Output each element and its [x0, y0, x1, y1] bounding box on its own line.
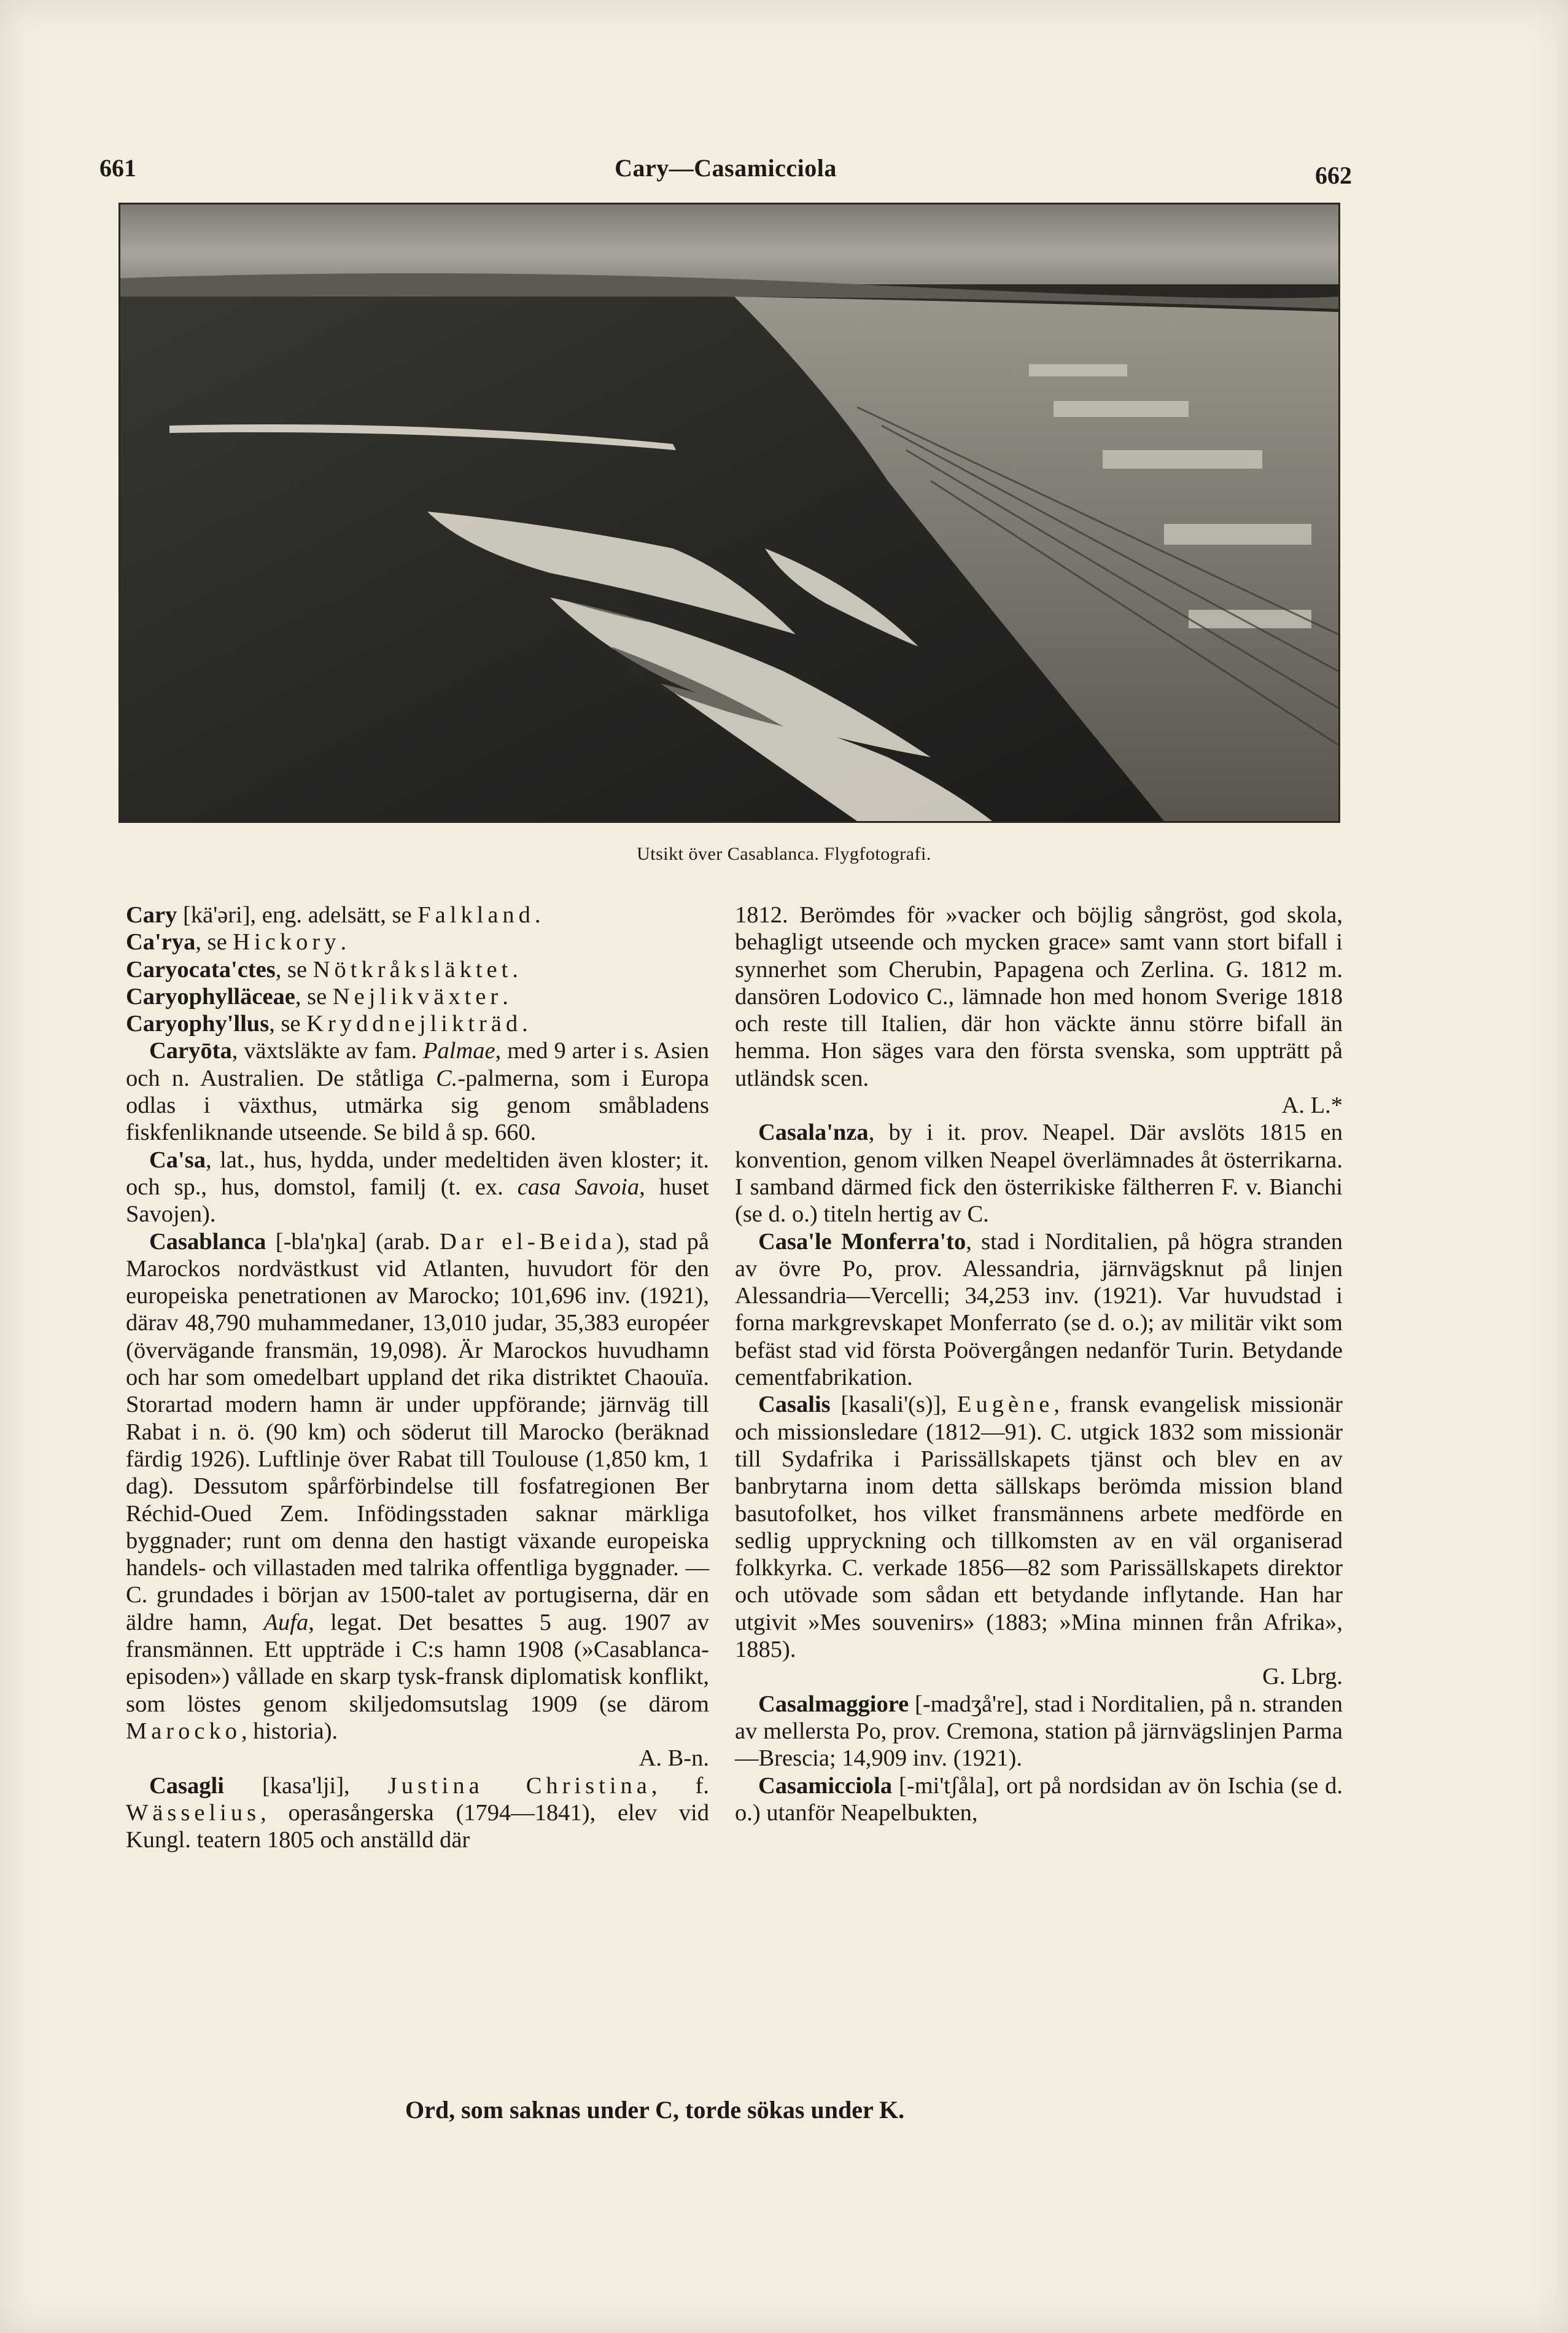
page-number-left: 661 — [99, 154, 136, 182]
entry-casagli-continued: 1812. Berömdes för »vacker och böjlig sångröst, god skola, behagligt utseende och mycken grace» samt vann stort bifall i synnerhet som Cherubin, Papagena och Zerlina. G. 1812 m. dansören Lodovico C., lämnade hon med honom Sverige 1818 och reste till Italien, där hon väckte ännu större bifall än hemma. Hon säges vara den första svenska, som uppträtt på utländsk scen. A. L.* — [735, 902, 1343, 1119]
entry-casale-monferrato: Casa'le Monferra'to, stad i Norditalien, på högra stranden av övre Po, prov. Alessandria, järnvägsknut på linjen Alessandria—Vercelli; 34,253 inv. (1921). Var huvudstad i forna markgrevskapet Monferrato (se d. o.); av militär vikt som befäst stad vid första Poövergången nedanför Turin. Betydande cementfabrikation. — [735, 1228, 1343, 1391]
aerial-photo-casablanca — [118, 203, 1340, 823]
entry-carya: Ca'rya, se Hickory. — [126, 929, 347, 956]
photo-image — [120, 204, 1338, 821]
entry-casamicciola: Casamicciola [-mi'tʃåla], ort på nordsidan av ön Ischia (se d. o.) utanför Neapelbukten, — [735, 1772, 1343, 1826]
entry-caryophyllaceae: Caryophylläceae, se Nejlikväxter. — [126, 983, 508, 1010]
right-column — [735, 902, 1343, 1826]
entry-casa: Ca'sa, lat., hus, hydda, under medeltiden även kloster; it. och sp., hus, domstol, familj (t. ex. casa Savoia, huset Savojen). — [126, 1147, 709, 1228]
entry-cary: Cary [kä'əri], eng. adelsätt, se Falkland. — [126, 902, 541, 928]
entry-casalmaggiore: Casalmaggiore [-madʒå're], stad i Norditalien, på n. stranden av mellersta Po, prov. Cremona, station på järnvägslinjen Parma—Brescia; 14,909 inv. (1921). — [735, 1691, 1343, 1772]
page-title: Cary—Casamicciola — [615, 154, 837, 182]
running-header — [99, 147, 1352, 197]
left-column — [126, 902, 709, 1853]
entry-caryophyllus: Caryophy'llus, se Kryddnejlikträd. — [126, 1011, 528, 1037]
entry-casagli: Casagli [kasa'lji], Justina Christina, f. Wässelius, operasångerska (1794—1841), elev vid Kungl. teatern 1805 och anställd där — [126, 1772, 710, 1853]
entry-casalis: Casalis [kasali'(s)], Eugène, fransk evangelisk missionär och missionsledare (1812—91). C. utgick 1832 som missionär till Sydafrika i Parissällskapets tjänst och blev en av banbrytarna inom detta sällskaps berömda mission bland basutofolket, hos vilket fransmännens arbete medförde en sedlig uppryckning och tillkomsten av en väl organiserad folkkyrka. C. verkade 1856—82 som Parissällskapets direktor och utövade som sådan ett betydande inflytande. Han har utgivit »Mes souvenirs» (1883; »Mina minnen från Afrika», 1885). G. Lbrg. — [735, 1392, 1343, 1690]
footer-note: Ord, som saknas under C, torde sökas under K. — [405, 2096, 905, 2124]
entry-caryota: Caryōta, växtsläkte av fam. Palmae, med 9 arter i s. Asien och n. Australien. De ståtliga C.-palmerna, som i Europa odlas i växthus, utmärka sig genom småbladens fiskfenliknande utseende. Se bild å sp. 660. — [126, 1038, 709, 1146]
entry-casablanca: Casablanca [-bla'ŋka] (arab. Dar el-Beida), stad på Marockos nordvästkust vid Atlanten, huvudort för den europeiska penetrationen av Marocko; 101,696 inv. (1921), därav 48,790 muhammedaner, 13,010 judar, 35,383 européer (övervägande fransmän, 19,098). Är Marockos huvudhamn och har som omedelbart uppland det rika distriktet Chaouïa. Storartad modern hamn är under uppförande; järnväg till Rabat i n. ö. (90 km) och söderut till Marocko (beräknad färdig 1926). Luftlinje över Rabat till Toulouse (1,850 km, 1 dag). Dessutom spårförbindelse till fosfatregionen Ber Réchid-Oued Zem. Infödingsstaden saknar märkliga byggnader; runt om denna den hastigt växande europeiska handels- och villastaden med talrika offentliga byggnader. — C. grundades i början av 1500-talet av portugiserna, där en äldre hamn, Aufa, legat. Det besattes 5 aug. 1907 av fransmännen. Ett uppträde i C:s hamn 1908 (»Casablanca-episoden») vållade en skarp tysk-fransk diplomatisk konflikt, som löstes genom skiljedomsutslag 1909 (se därom Marocko, historia). A. B-n. — [126, 1228, 709, 1772]
page-number-right: 662 — [1315, 162, 1352, 189]
entry-caryocatactes: Caryocata'ctes, se Nötkråksläktet. — [126, 956, 518, 983]
photo-caption: Utsikt över Casablanca. Flygfotografi. — [637, 844, 931, 864]
entry-casalanza: Casala'nza, by i it. prov. Neapel. Där avslöts 1815 en konvention, genom vilken Neapel överlämnades åt österrikarna. I samband därmed fick den österrikiske fältherren F. v. Bianchi (se d. o.) titeln hertig av C. — [735, 1120, 1343, 1228]
